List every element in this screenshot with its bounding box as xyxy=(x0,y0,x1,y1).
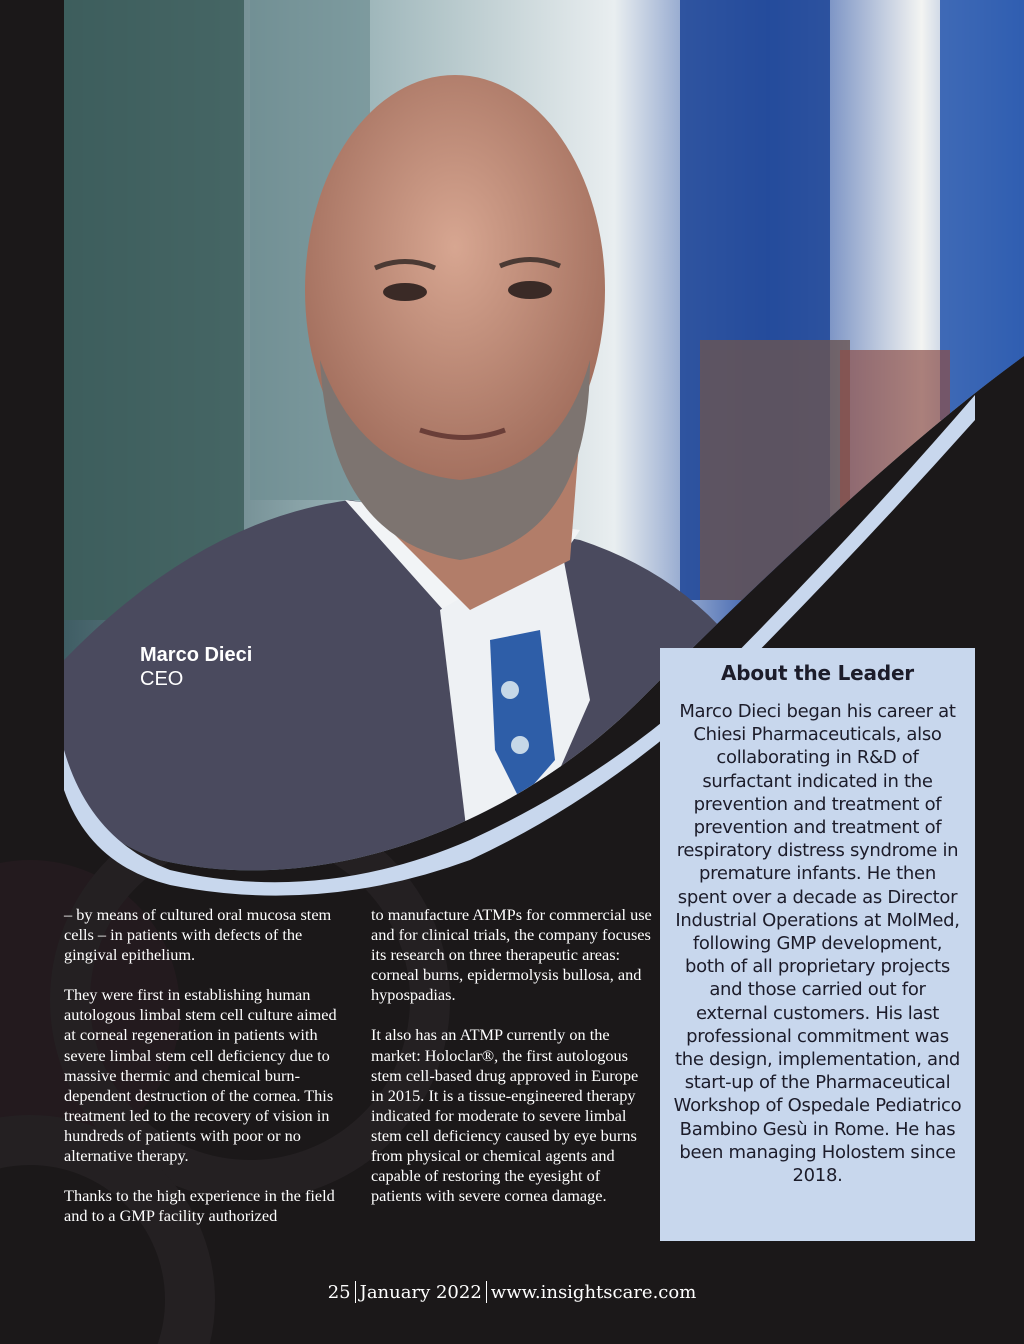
paragraph: to manufacture ATMPs for commercial use and for clinical trials, the company focuses its research on three therapeutic areas: corneal burns, epidermolysis bullosa, and hypospadias. xyxy=(371,905,652,1005)
about-heading: About the Leader xyxy=(721,661,914,685)
website-link[interactable]: www.insightscare.com xyxy=(490,1282,697,1303)
paragraph: It also has an ATMP currently on the market: Holoclar®, the first autologous stem cell-based drug approved in Europe in 2015. It is a tissue-engineered therapy indicated for moderate to severe limbal stem cell deficiency caused by eye burns from physical or chemical agents and capable of restoring the eyesight of patients with severe cornea damage. xyxy=(371,1025,639,1206)
paragraph: Thanks to the high experience in the field and to a GMP facility authorized xyxy=(64,1186,335,1226)
article-column-2 xyxy=(371,905,653,1226)
leader-caption xyxy=(140,643,252,691)
footer-divider xyxy=(355,1281,356,1303)
about-leader-panel xyxy=(660,648,975,1241)
footer-divider xyxy=(486,1281,487,1303)
article-column-1 xyxy=(64,905,346,1246)
paragraph: They were first in establishing human autologous limbal stem cell culture aimed at corneal regeneration in patients with severe limbal stem cell deficiency due to massive thermic and chemical burn-dependent destruction of the cornea. This treatment led to the recovery of vision in hundreds of patients with poor or no alternative therapy. xyxy=(64,985,337,1166)
leader-name: Marco Dieci xyxy=(140,644,253,666)
about-text: Marco Dieci began his career at Chiesi Pharmaceuticals, also collaborating in R&D of surfactant indicated in the prevention and treatment of prevention and treatment of respiratory distress syndrome in premature infants. He then spent over a decade as Director Industrial Operations at MolMed, following GMP development, both of all proprietary projects and those carried out for external customers. His last professional commitment was the design, implementation, and start-up of the Pharmaceutical Workshop of Ospedale Pediatrico Bambino Gesù in Rome. He has been managing Holostem since 2018. xyxy=(673,701,962,1187)
page-footer xyxy=(0,1281,1024,1305)
paragraph: – by means of cultured oral mucosa stem cells – in patients with defects of the gingival epithelium. xyxy=(64,905,332,965)
page-number: 25 xyxy=(327,1282,351,1303)
leader-role: CEO xyxy=(140,668,184,690)
issue-date: January 2022 xyxy=(359,1282,482,1303)
